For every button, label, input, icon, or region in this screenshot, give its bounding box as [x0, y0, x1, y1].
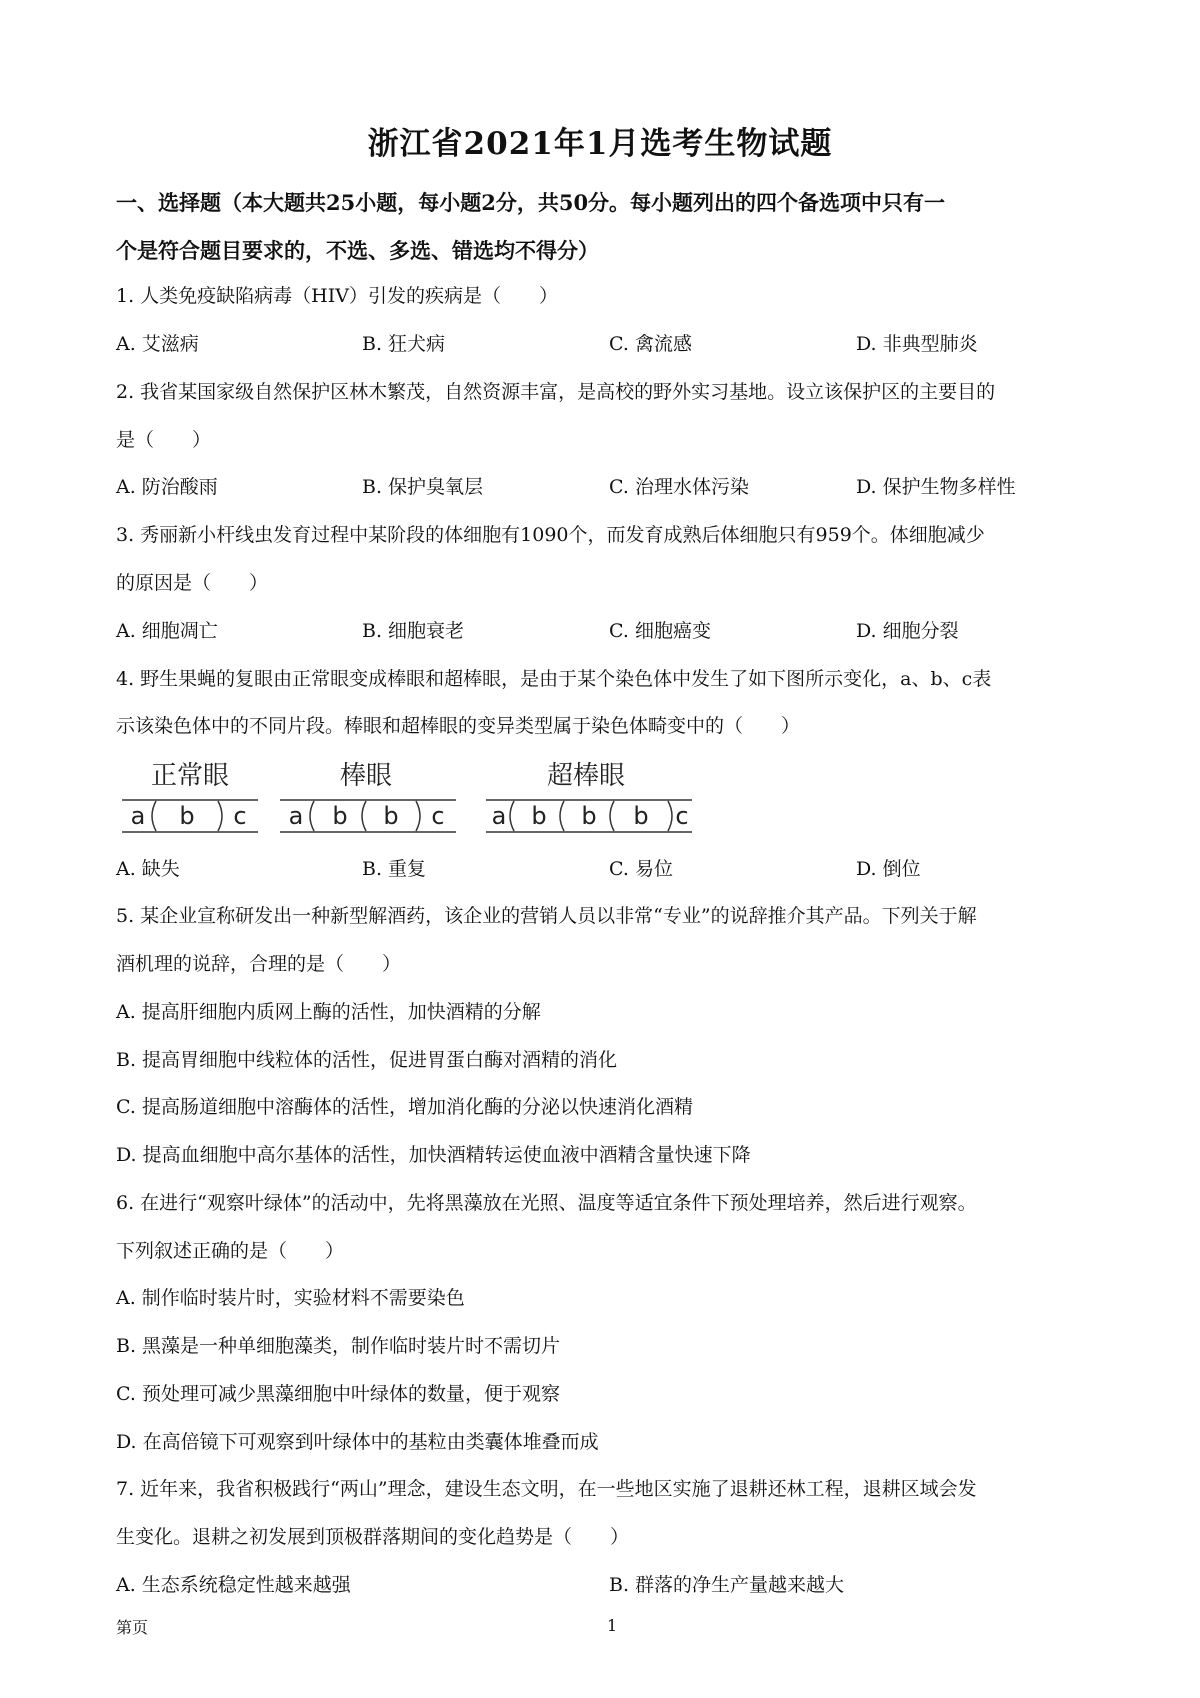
q6-option-b: B. 黑藻是一种单细胞藻类，制作临时装片时不需切片	[116, 1335, 561, 1357]
normal-eye-chromosome	[122, 800, 258, 832]
superbar-eye-chromosome	[486, 800, 692, 832]
page-title: 浙江省2021年1月选考生物试题	[367, 126, 833, 162]
question-1-stem: 1. 人类免疫缺陷病毒（HIV）引发的疾病是（ ）	[116, 285, 558, 307]
q4-option-d: D. 倒位	[856, 858, 921, 880]
superbar-eye-label: 超棒眼	[546, 761, 626, 791]
normal-eye-label: 正常眼	[150, 761, 230, 791]
q7-option-b: B. 群落的净生产量越来越大	[609, 1574, 845, 1596]
q3-option-a: A. 细胞凋亡	[116, 620, 218, 642]
q7-option-a: A. 生态系统稳定性越来越强	[116, 1574, 351, 1596]
section-heading-line-1: 一、选择题（本大题共25小题，每小题2分，共50分。每小题列出的四个备选项中只有一	[116, 190, 946, 215]
q1-option-a: A. 艾滋病	[116, 333, 199, 355]
q3-option-d: D. 细胞分裂	[856, 620, 959, 642]
chromosome-diagram	[120, 754, 700, 836]
q2-option-c: C. 治理水体污染	[609, 476, 749, 498]
segment-a: a	[288, 802, 304, 830]
q2-option-a: A. 防治酸雨	[116, 476, 218, 498]
question-5-stem-line-2: 酒机理的说辞，合理的是（ ）	[116, 953, 402, 975]
section-heading-line-2: 个是符合题目要求的，不选、多选、错选均不得分）	[116, 238, 599, 263]
q1-option-d: D. 非典型肺炎	[856, 333, 978, 355]
q4-option-c: C. 易位	[609, 858, 673, 880]
bar-eye-label: 棒眼	[339, 761, 393, 791]
question-7-stem-line-1: 7. 近年来，我省积极践行“两山”理念，建设生态文明，在一些地区实施了退耕还林工程，退耕区域会发	[116, 1478, 977, 1500]
q2-option-b: B. 保护臭氧层	[362, 476, 484, 498]
segment-c: c	[233, 802, 247, 830]
q1-option-b: B. 狂犬病	[362, 333, 446, 355]
question-2-stem-line-2: 是（ ）	[116, 429, 212, 451]
q2-option-d: D. 保护生物多样性	[856, 476, 1016, 498]
q5-option-d: D. 提高血细胞中高尔基体的活性，加快酒精转运使血液中酒精含量快速下降	[116, 1144, 751, 1166]
question-4-stem-line-2: 示该染色体中的不同片段。棒眼和超棒眼的变异类型属于染色体畸变中的（ ）	[116, 715, 801, 737]
segment-b: b	[531, 802, 547, 830]
q5-option-a: A. 提高肝细胞内质网上酶的活性，加快酒精的分解	[116, 1001, 541, 1023]
segment-c: c	[431, 802, 445, 830]
q3-option-b: B. 细胞衰老	[362, 620, 465, 642]
q5-option-c: C. 提高肠道细胞中溶酶体的活性，增加消化酶的分泌以快速消化酒精	[116, 1096, 693, 1118]
question-3-stem-line-1: 3. 秀丽新小杆线虫发育过程中某阶段的体细胞有1090个，而发育成熟后体细胞只有959个。体细胞减少	[116, 524, 985, 546]
bar-eye-chromosome	[280, 800, 456, 832]
q6-option-a: A. 制作临时装片时，实验材料不需要染色	[116, 1287, 465, 1309]
q4-option-a: A. 缺失	[116, 858, 180, 880]
footer-page-number: 1	[607, 1616, 618, 1635]
question-4-stem-line-1: 4. 野生果蝇的复眼由正常眼变成棒眼和超棒眼，是由于某个染色体中发生了如下图所示变化，a、b、c表	[116, 668, 992, 690]
q5-option-b: B. 提高胃细胞中线粒体的活性，促进胃蛋白酶对酒精的消化	[116, 1049, 618, 1071]
segment-b: b	[581, 802, 597, 830]
q3-option-c: C. 细胞癌变	[609, 620, 711, 642]
question-5-stem-line-1: 5. 某企业宣称研发出一种新型解酒药，该企业的营销人员以非常“专业”的说辞推介其产品。下列关于解	[116, 905, 977, 927]
footer-page-label: 第页	[116, 1618, 149, 1637]
segment-b: b	[179, 802, 195, 830]
q1-option-c: C. 禽流感	[609, 333, 692, 355]
q6-option-d: D. 在高倍镜下可观察到叶绿体中的基粒由类囊体堆叠而成	[116, 1431, 599, 1453]
question-6-stem-line-1: 6. 在进行“观察叶绿体”的活动中，先将黑藻放在光照、温度等适宜条件下预处理培养，然后进行观察。	[116, 1192, 977, 1214]
segment-a: a	[130, 802, 146, 830]
segment-a: a	[491, 802, 507, 830]
question-2-stem-line-1: 2. 我省某国家级自然保护区林木繁茂，自然资源丰富，是高校的野外实习基地。设立该保护区的主要目的	[116, 381, 996, 403]
q6-option-c: C. 预处理可减少黑藻细胞中叶绿体的数量，便于观察	[116, 1383, 560, 1405]
segment-b: b	[332, 802, 348, 830]
segment-b: b	[383, 802, 399, 830]
segment-b: b	[633, 802, 649, 830]
question-6-stem-line-2: 下列叙述正确的是（ ）	[116, 1240, 345, 1262]
question-7-stem-line-2: 生变化。退耕之初发展到顶极群落期间的变化趋势是（ ）	[116, 1526, 630, 1548]
segment-c: c	[675, 802, 689, 830]
question-3-stem-line-2: 的原因是（ ）	[116, 572, 269, 594]
q4-option-b: B. 重复	[362, 858, 427, 880]
